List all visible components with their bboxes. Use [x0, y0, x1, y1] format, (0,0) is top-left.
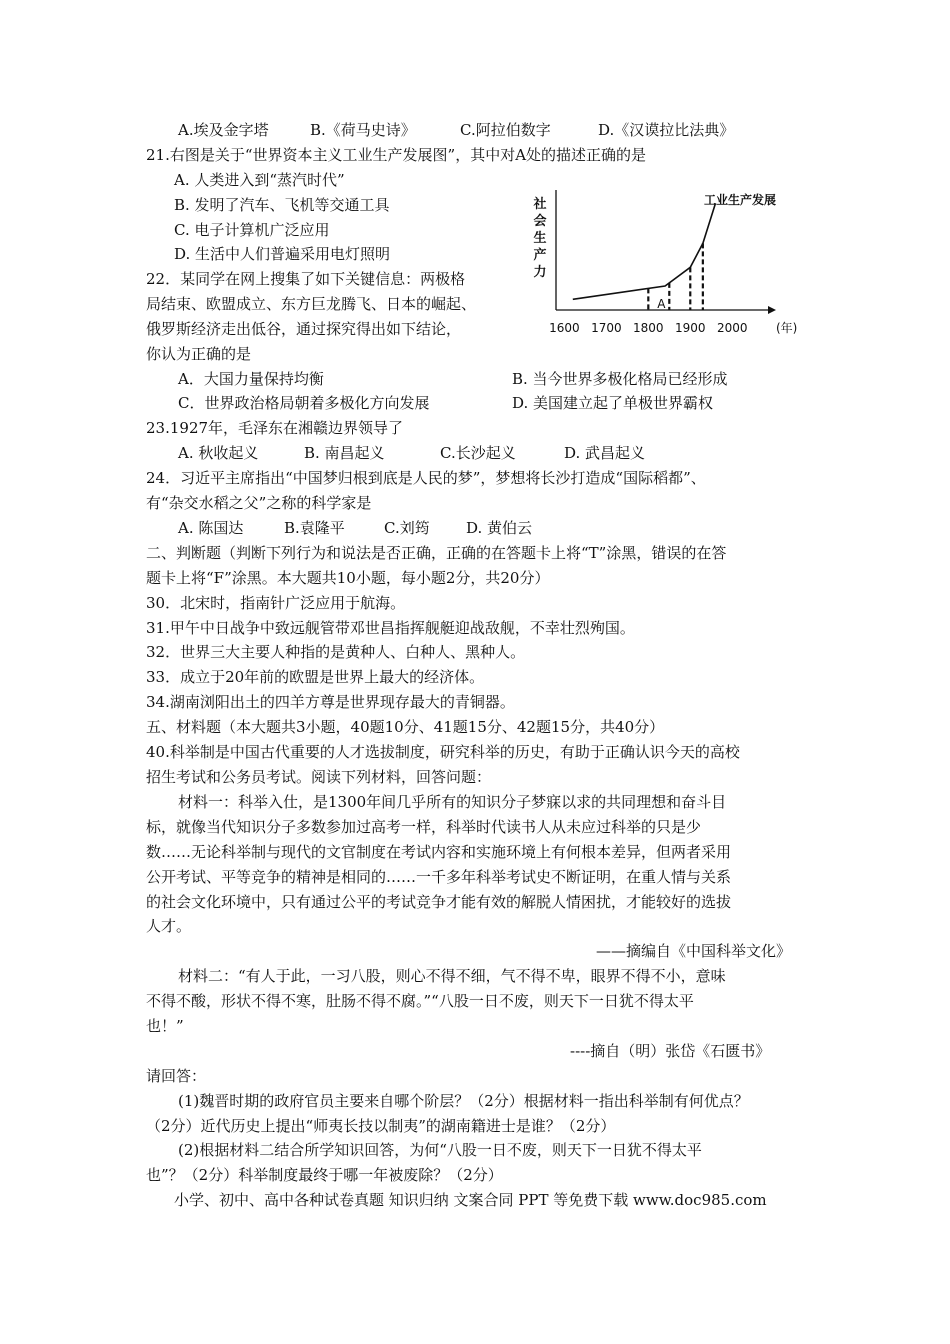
question-2-line-2: 也”？（2分）科举制度最终于哪一年被废除？（2分）	[146, 1166, 503, 1184]
x-tick-1800: 1800	[633, 321, 664, 335]
q20-options	[178, 120, 734, 140]
material1-line-2: 标，就像当代知识分子多数参加过高考一样，科举时代读书人从未应过科举的只是少	[146, 818, 702, 836]
q24-option-c: C.刘筠	[384, 519, 430, 537]
q23-option-a: A. 秋收起义	[178, 444, 259, 462]
q22-stem-line-3: 俄罗斯经济走出低谷，通过探究得出如下结论，	[146, 320, 462, 338]
marker-label-a: A	[657, 297, 666, 311]
q24-options	[178, 518, 532, 538]
q21-stem: 21.右图是关于“世界资本主义工业生产发展图”，其中对A处的描述正确的是	[146, 146, 647, 164]
q22-option-d: D. 美国建立起了单极世界霸权	[512, 394, 714, 412]
q21-option-c: C. 电子计算机广泛应用	[174, 221, 330, 239]
q30: 30．北宋时，指南针广泛应用于航海。	[146, 594, 406, 612]
industrial-production-chart	[522, 186, 808, 342]
question-1-line-1: (1)魏晋时期的政府官员主要来自哪个阶层？（2分）根据材料一指出科举制有何优点？	[178, 1092, 749, 1110]
q22-option-a: A．大国力量保持均衡	[178, 370, 324, 388]
section5-heading: 五、材料题（本大题共3小题，40题10分、41题15分、42题15分，共40分）	[146, 718, 665, 736]
section2-heading-line-1: 二、判断题（判断下列行为和说法是否正确，正确的在答题卡上将“T”涂黑，错误的在答	[146, 544, 727, 562]
q31: 31.甲午中日战争中致远舰管带邓世昌指挥舰艇迎战敌舰，不幸壮烈殉国。	[146, 619, 635, 637]
q24-option-b: B.袁隆平	[284, 519, 345, 537]
q40-intro-line-1: 40.科举制是中国古代重要的人才选拔制度，研究科举的历史，有助于正确认识今天的高校	[146, 743, 740, 761]
y-axis-label	[532, 196, 546, 280]
x-tick-2000: 2000	[716, 321, 748, 335]
material1-source: ——摘编自《中国科举文化》	[596, 942, 792, 960]
q23-option-d: D. 武昌起义	[564, 444, 646, 462]
y-axis-label-char: 社	[533, 197, 547, 212]
q32: 32．世界三大主要人种指的是黄种人、白种人、黑种人。	[146, 643, 526, 661]
section2-heading-line-2: 题卡上将“F”涂黑。本大题共10小题，每小题2分，共20分）	[146, 569, 550, 587]
q22-stem-line-1: 22．某同学在网上搜集了如下关键信息：两极格	[146, 270, 466, 288]
material2-line-3: 也！”	[146, 1017, 184, 1035]
q22-stem-line-4: 你认为正确的是	[146, 345, 252, 363]
q21-option-a: A. 人类进入到“蒸汽时代”	[174, 171, 345, 189]
y-axis-label-char: 会	[533, 214, 547, 229]
q23-option-b: B. 南昌起义	[304, 444, 385, 462]
q23-options	[178, 443, 645, 463]
q23-option-c: C.长沙起义	[440, 444, 516, 462]
q24-stem-line-1: 24．习近平主席指出“中国梦归根到底是人民的梦”，梦想将长沙打造成“国际稻都”、	[146, 469, 706, 487]
x-tick-1700: 1700	[591, 321, 622, 335]
q20-option-a: A.埃及金字塔	[178, 121, 269, 139]
material1-line-3: 数……无论科举制与现代的文官制度在考试内容和实施环境上有何根本差异，但两者采用	[146, 843, 732, 861]
material1-line-1: 材料一：科举入仕，是1300年间几乎所有的知识分子梦寐以求的共同理想和奋斗目	[178, 793, 727, 811]
y-axis-label-char: 生	[533, 231, 547, 246]
x-tick-1900: 1900	[675, 321, 706, 335]
q24-stem-line-2: 有“杂交水稻之父”之称的科学家是	[146, 494, 372, 512]
material2-line-1: 材料二：“有人于此，一习八股，则心不得不细，气不得不卑，眼界不得不小，意味	[178, 967, 726, 985]
q34: 34.湖南浏阳出土的四羊方尊是世界现存最大的青铜器。	[146, 693, 515, 711]
q24-option-a: A. 陈国达	[178, 519, 244, 537]
q33: 33．成立于20年前的欧盟是世界上最大的经济体。	[146, 668, 485, 686]
q20-option-b: B.《荷马史诗》	[310, 121, 416, 139]
q20-option-d: D.《汉谟拉比法典》	[598, 121, 735, 139]
y-axis-label-char: 产	[533, 248, 547, 263]
q21-option-d: D. 生活中人们普遍采用电灯照明	[174, 245, 391, 263]
x-tick-1600: 1600	[549, 321, 580, 335]
question-1-line-2: （2分）近代历史上提出“师夷长技以制夷”的湖南籍进士是谁？（2分）	[146, 1117, 616, 1135]
q24-option-d: D. 黄伯云	[466, 519, 533, 537]
series-label: 工业生产发展	[704, 193, 777, 207]
material2-line-2: 不得不酸，形状不得不寒，肚肠不得不腐。”“八股一日不废，则天下一日犹不得太平	[146, 992, 694, 1010]
q22-option-b: B. 当今世界多极化格局已经形成	[512, 370, 728, 388]
q20-option-c: C.阿拉伯数字	[460, 121, 551, 139]
x-axis-unit: (年)	[776, 321, 798, 335]
series-line-industrial-production	[573, 203, 716, 299]
q21-option-b: B. 发明了汽车、飞机等交通工具	[174, 196, 390, 214]
q22-option-c: C．世界政治格局朝着多极化方向发展	[178, 394, 430, 412]
material2-source: ----摘自（明）张岱《石匮书》	[570, 1042, 771, 1060]
material1-line-4: 公开考试、平等竞争的精神是相同的……一千多年科举考试史不断证明，在重人情与关系	[146, 868, 732, 886]
q23-stem: 23.1927年，毛泽东在湘赣边界领导了	[146, 419, 404, 437]
material1-line-6: 人才。	[146, 917, 192, 935]
q40-intro-line-2: 招生考试和公务员考试。阅读下列材料，回答问题：	[146, 768, 492, 786]
question-2-line-1: (2)根据材料二结合所学知识回答，为何“八股一日不废，则天下一日犹不得太平	[178, 1141, 702, 1159]
q22-stem-line-2: 局结束、欧盟成立、东方巨龙腾飞、日本的崛起、	[146, 295, 477, 313]
material1-line-5: 的社会文化环境中，只有通过公平的考试竞争才能有效的解脱人情困扰，才能较好的选拔	[146, 893, 732, 911]
answer-prompt: 请回答：	[146, 1067, 207, 1085]
x-axis-arrow	[768, 306, 776, 314]
footer-ad: 小学、初中、高中各种试卷真题 知识归纳 文案合同 PPT 等免费下载 www.doc985.com	[174, 1191, 767, 1209]
y-axis-label-char: 力	[533, 265, 547, 280]
